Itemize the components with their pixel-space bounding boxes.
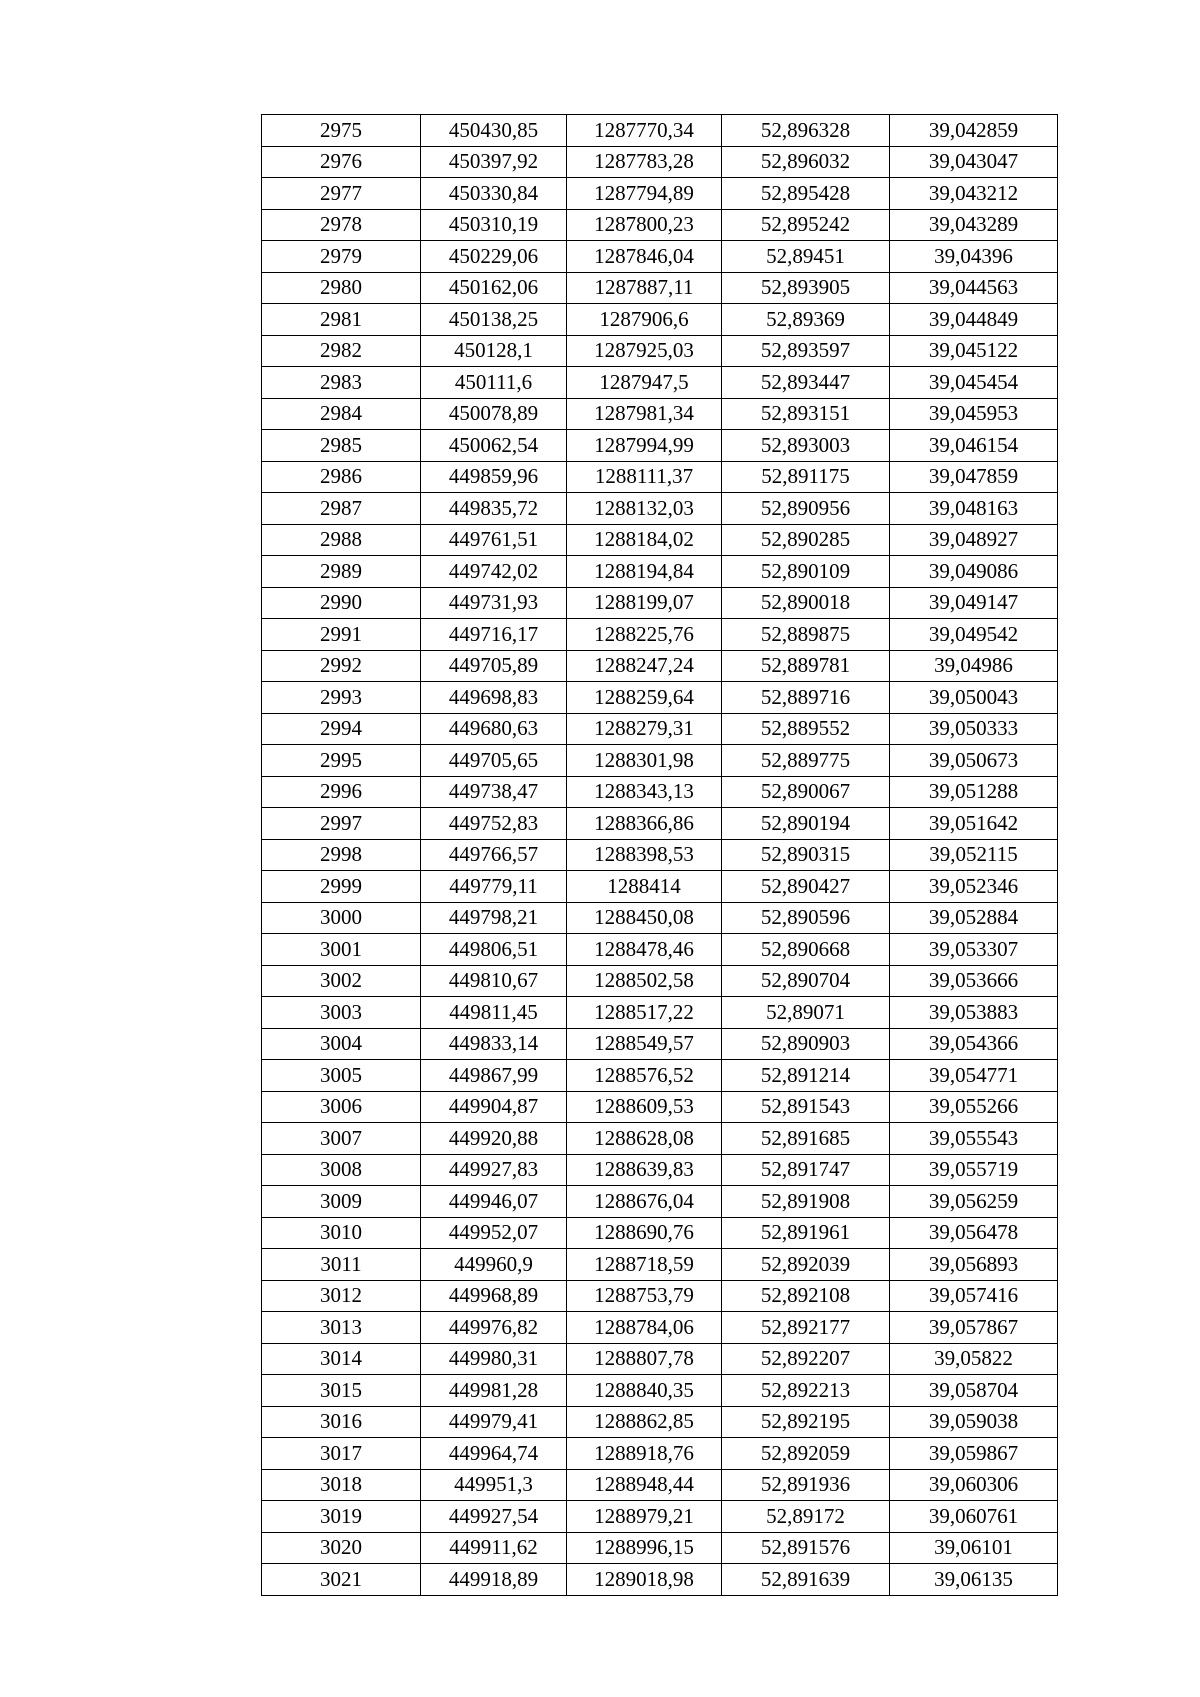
x-coordinate-cell: 449920,88 <box>421 1123 567 1155</box>
point-number-cell: 3020 <box>262 1532 421 1564</box>
latitude-cell: 52,892108 <box>722 1280 890 1312</box>
latitude-cell: 52,891639 <box>722 1564 890 1596</box>
table-row <box>262 713 1058 745</box>
y-coordinate-cell: 1288784,06 <box>567 1312 722 1344</box>
point-number-cell: 3013 <box>262 1312 421 1344</box>
x-coordinate-cell: 450229,06 <box>421 241 567 273</box>
x-coordinate-cell: 449981,28 <box>421 1375 567 1407</box>
table-row <box>262 1217 1058 1249</box>
point-number-cell: 2984 <box>262 398 421 430</box>
y-coordinate-cell: 1287887,11 <box>567 272 722 304</box>
longitude-cell: 39,043212 <box>890 178 1058 210</box>
point-number-cell: 3011 <box>262 1249 421 1281</box>
y-coordinate-cell: 1287846,04 <box>567 241 722 273</box>
point-number-cell: 2980 <box>262 272 421 304</box>
x-coordinate-cell: 450062,54 <box>421 430 567 462</box>
longitude-cell: 39,055543 <box>890 1123 1058 1155</box>
point-number-cell: 3012 <box>262 1280 421 1312</box>
point-number-cell: 3010 <box>262 1217 421 1249</box>
longitude-cell: 39,048927 <box>890 524 1058 556</box>
point-number-cell: 2999 <box>262 871 421 903</box>
point-number-cell: 3007 <box>262 1123 421 1155</box>
latitude-cell: 52,889552 <box>722 713 890 745</box>
x-coordinate-cell: 449927,83 <box>421 1154 567 1186</box>
latitude-cell: 52,891936 <box>722 1469 890 1501</box>
y-coordinate-cell: 1288259,64 <box>567 682 722 714</box>
y-coordinate-cell: 1288676,04 <box>567 1186 722 1218</box>
table-row <box>262 1312 1058 1344</box>
point-number-cell: 3015 <box>262 1375 421 1407</box>
y-coordinate-cell: 1288996,15 <box>567 1532 722 1564</box>
latitude-cell: 52,890427 <box>722 871 890 903</box>
y-coordinate-cell: 1288840,35 <box>567 1375 722 1407</box>
y-coordinate-cell: 1288199,07 <box>567 587 722 619</box>
y-coordinate-cell: 1287925,03 <box>567 335 722 367</box>
point-number-cell: 3021 <box>262 1564 421 1596</box>
latitude-cell: 52,895428 <box>722 178 890 210</box>
y-coordinate-cell: 1288343,13 <box>567 776 722 808</box>
longitude-cell: 39,056893 <box>890 1249 1058 1281</box>
longitude-cell: 39,049542 <box>890 619 1058 651</box>
y-coordinate-cell: 1288549,57 <box>567 1028 722 1060</box>
y-coordinate-cell: 1288366,86 <box>567 808 722 840</box>
table-row <box>262 650 1058 682</box>
table-row <box>262 808 1058 840</box>
longitude-cell: 39,045122 <box>890 335 1058 367</box>
latitude-cell: 52,890067 <box>722 776 890 808</box>
point-number-cell: 2979 <box>262 241 421 273</box>
table-row <box>262 1186 1058 1218</box>
coordinates-table <box>261 114 1058 1596</box>
y-coordinate-cell: 1288948,44 <box>567 1469 722 1501</box>
x-coordinate-cell: 449976,82 <box>421 1312 567 1344</box>
point-number-cell: 2989 <box>262 556 421 588</box>
table-row <box>262 115 1058 147</box>
point-number-cell: 3003 <box>262 997 421 1029</box>
table-row <box>262 493 1058 525</box>
x-coordinate-cell: 449835,72 <box>421 493 567 525</box>
point-number-cell: 2975 <box>262 115 421 147</box>
longitude-cell: 39,045454 <box>890 367 1058 399</box>
point-number-cell: 2978 <box>262 209 421 241</box>
longitude-cell: 39,049086 <box>890 556 1058 588</box>
latitude-cell: 52,890315 <box>722 839 890 871</box>
longitude-cell: 39,060306 <box>890 1469 1058 1501</box>
y-coordinate-cell: 1288690,76 <box>567 1217 722 1249</box>
point-number-cell: 2993 <box>262 682 421 714</box>
point-number-cell: 3018 <box>262 1469 421 1501</box>
x-coordinate-cell: 449798,21 <box>421 902 567 934</box>
x-coordinate-cell: 449811,45 <box>421 997 567 1029</box>
longitude-cell: 39,053666 <box>890 965 1058 997</box>
longitude-cell: 39,052115 <box>890 839 1058 871</box>
table-row <box>262 965 1058 997</box>
table-row <box>262 524 1058 556</box>
table-row <box>262 619 1058 651</box>
longitude-cell: 39,049147 <box>890 587 1058 619</box>
latitude-cell: 52,892213 <box>722 1375 890 1407</box>
longitude-cell: 39,044849 <box>890 304 1058 336</box>
x-coordinate-cell: 449867,99 <box>421 1060 567 1092</box>
latitude-cell: 52,890018 <box>722 587 890 619</box>
x-coordinate-cell: 449752,83 <box>421 808 567 840</box>
y-coordinate-cell: 1288862,85 <box>567 1406 722 1438</box>
table-row <box>262 1154 1058 1186</box>
table-row <box>262 272 1058 304</box>
longitude-cell: 39,050333 <box>890 713 1058 745</box>
longitude-cell: 39,06101 <box>890 1532 1058 1564</box>
longitude-cell: 39,052884 <box>890 902 1058 934</box>
x-coordinate-cell: 449968,89 <box>421 1280 567 1312</box>
table-row <box>262 461 1058 493</box>
x-coordinate-cell: 450310,19 <box>421 209 567 241</box>
latitude-cell: 52,893003 <box>722 430 890 462</box>
longitude-cell: 39,057416 <box>890 1280 1058 1312</box>
point-number-cell: 2983 <box>262 367 421 399</box>
longitude-cell: 39,055719 <box>890 1154 1058 1186</box>
y-coordinate-cell: 1287994,99 <box>567 430 722 462</box>
x-coordinate-cell: 450138,25 <box>421 304 567 336</box>
longitude-cell: 39,060761 <box>890 1501 1058 1533</box>
point-number-cell: 2991 <box>262 619 421 651</box>
point-number-cell: 2981 <box>262 304 421 336</box>
table-row <box>262 1532 1058 1564</box>
point-number-cell: 2990 <box>262 587 421 619</box>
x-coordinate-cell: 449859,96 <box>421 461 567 493</box>
table-row <box>262 745 1058 777</box>
point-number-cell: 3016 <box>262 1406 421 1438</box>
latitude-cell: 52,891747 <box>722 1154 890 1186</box>
point-number-cell: 2997 <box>262 808 421 840</box>
x-coordinate-cell: 449927,54 <box>421 1501 567 1533</box>
x-coordinate-cell: 450330,84 <box>421 178 567 210</box>
latitude-cell: 52,896032 <box>722 146 890 178</box>
point-number-cell: 3014 <box>262 1343 421 1375</box>
latitude-cell: 52,895242 <box>722 209 890 241</box>
y-coordinate-cell: 1288301,98 <box>567 745 722 777</box>
x-coordinate-cell: 449833,14 <box>421 1028 567 1060</box>
point-number-cell: 2995 <box>262 745 421 777</box>
point-number-cell: 2982 <box>262 335 421 367</box>
latitude-cell: 52,893905 <box>722 272 890 304</box>
x-coordinate-cell: 449738,47 <box>421 776 567 808</box>
x-coordinate-cell: 449705,65 <box>421 745 567 777</box>
longitude-cell: 39,055266 <box>890 1091 1058 1123</box>
latitude-cell: 52,889716 <box>722 682 890 714</box>
point-number-cell: 3002 <box>262 965 421 997</box>
y-coordinate-cell: 1288184,02 <box>567 524 722 556</box>
latitude-cell: 52,890109 <box>722 556 890 588</box>
x-coordinate-cell: 449766,57 <box>421 839 567 871</box>
point-number-cell: 3017 <box>262 1438 421 1470</box>
x-coordinate-cell: 449705,89 <box>421 650 567 682</box>
table-row <box>262 1564 1058 1596</box>
latitude-cell: 52,890194 <box>722 808 890 840</box>
x-coordinate-cell: 450128,1 <box>421 335 567 367</box>
longitude-cell: 39,047859 <box>890 461 1058 493</box>
latitude-cell: 52,892195 <box>722 1406 890 1438</box>
table-row <box>262 430 1058 462</box>
table-row <box>262 934 1058 966</box>
point-number-cell: 2986 <box>262 461 421 493</box>
y-coordinate-cell: 1288918,76 <box>567 1438 722 1470</box>
x-coordinate-cell: 449761,51 <box>421 524 567 556</box>
x-coordinate-cell: 449810,67 <box>421 965 567 997</box>
table-row <box>262 1438 1058 1470</box>
y-coordinate-cell: 1288279,31 <box>567 713 722 745</box>
point-number-cell: 2987 <box>262 493 421 525</box>
x-coordinate-cell: 449779,11 <box>421 871 567 903</box>
y-coordinate-cell: 1287794,89 <box>567 178 722 210</box>
y-coordinate-cell: 1288414 <box>567 871 722 903</box>
x-coordinate-cell: 450162,06 <box>421 272 567 304</box>
latitude-cell: 52,893151 <box>722 398 890 430</box>
table-row <box>262 1060 1058 1092</box>
y-coordinate-cell: 1288194,84 <box>567 556 722 588</box>
y-coordinate-cell: 1288225,76 <box>567 619 722 651</box>
longitude-cell: 39,052346 <box>890 871 1058 903</box>
table-row <box>262 304 1058 336</box>
table-row <box>262 209 1058 241</box>
latitude-cell: 52,890903 <box>722 1028 890 1060</box>
table-row <box>262 839 1058 871</box>
table-row <box>262 1249 1058 1281</box>
longitude-cell: 39,053883 <box>890 997 1058 1029</box>
x-coordinate-cell: 449911,62 <box>421 1532 567 1564</box>
longitude-cell: 39,05822 <box>890 1343 1058 1375</box>
y-coordinate-cell: 1288576,52 <box>567 1060 722 1092</box>
longitude-cell: 39,051288 <box>890 776 1058 808</box>
y-coordinate-cell: 1288639,83 <box>567 1154 722 1186</box>
longitude-cell: 39,048163 <box>890 493 1058 525</box>
table-row <box>262 178 1058 210</box>
x-coordinate-cell: 449946,07 <box>421 1186 567 1218</box>
latitude-cell: 52,889875 <box>722 619 890 651</box>
table-row <box>262 398 1058 430</box>
point-number-cell: 2977 <box>262 178 421 210</box>
y-coordinate-cell: 1288478,46 <box>567 934 722 966</box>
latitude-cell: 52,889775 <box>722 745 890 777</box>
longitude-cell: 39,051642 <box>890 808 1058 840</box>
y-coordinate-cell: 1287800,23 <box>567 209 722 241</box>
y-coordinate-cell: 1288502,58 <box>567 965 722 997</box>
point-number-cell: 3004 <box>262 1028 421 1060</box>
longitude-cell: 39,059867 <box>890 1438 1058 1470</box>
point-number-cell: 2994 <box>262 713 421 745</box>
y-coordinate-cell: 1288609,53 <box>567 1091 722 1123</box>
point-number-cell: 3008 <box>262 1154 421 1186</box>
y-coordinate-cell: 1288628,08 <box>567 1123 722 1155</box>
table-row <box>262 682 1058 714</box>
x-coordinate-cell: 449951,3 <box>421 1469 567 1501</box>
y-coordinate-cell: 1288247,24 <box>567 650 722 682</box>
x-coordinate-cell: 450078,89 <box>421 398 567 430</box>
y-coordinate-cell: 1287947,5 <box>567 367 722 399</box>
table-row <box>262 1375 1058 1407</box>
table-row <box>262 1501 1058 1533</box>
coordinates-table-body <box>262 115 1058 1596</box>
y-coordinate-cell: 1288753,79 <box>567 1280 722 1312</box>
table-row <box>262 1123 1058 1155</box>
x-coordinate-cell: 449731,93 <box>421 587 567 619</box>
longitude-cell: 39,054771 <box>890 1060 1058 1092</box>
table-row <box>262 1091 1058 1123</box>
latitude-cell: 52,892207 <box>722 1343 890 1375</box>
latitude-cell: 52,896328 <box>722 115 890 147</box>
latitude-cell: 52,89451 <box>722 241 890 273</box>
latitude-cell: 52,89369 <box>722 304 890 336</box>
x-coordinate-cell: 449742,02 <box>421 556 567 588</box>
longitude-cell: 39,056259 <box>890 1186 1058 1218</box>
point-number-cell: 2985 <box>262 430 421 462</box>
table-row <box>262 587 1058 619</box>
y-coordinate-cell: 1289018,98 <box>567 1564 722 1596</box>
longitude-cell: 39,046154 <box>890 430 1058 462</box>
latitude-cell: 52,890668 <box>722 934 890 966</box>
longitude-cell: 39,04396 <box>890 241 1058 273</box>
point-number-cell: 2988 <box>262 524 421 556</box>
latitude-cell: 52,890285 <box>722 524 890 556</box>
longitude-cell: 39,050673 <box>890 745 1058 777</box>
longitude-cell: 39,045953 <box>890 398 1058 430</box>
x-coordinate-cell: 449964,74 <box>421 1438 567 1470</box>
table-row <box>262 776 1058 808</box>
x-coordinate-cell: 450430,85 <box>421 115 567 147</box>
table-row <box>262 1343 1058 1375</box>
table-row <box>262 556 1058 588</box>
latitude-cell: 52,893597 <box>722 335 890 367</box>
latitude-cell: 52,892039 <box>722 1249 890 1281</box>
longitude-cell: 39,053307 <box>890 934 1058 966</box>
x-coordinate-cell: 449716,17 <box>421 619 567 651</box>
latitude-cell: 52,890596 <box>722 902 890 934</box>
x-coordinate-cell: 450397,92 <box>421 146 567 178</box>
latitude-cell: 52,891961 <box>722 1217 890 1249</box>
x-coordinate-cell: 449680,63 <box>421 713 567 745</box>
longitude-cell: 39,042859 <box>890 115 1058 147</box>
longitude-cell: 39,054366 <box>890 1028 1058 1060</box>
latitude-cell: 52,89071 <box>722 997 890 1029</box>
x-coordinate-cell: 450111,6 <box>421 367 567 399</box>
y-coordinate-cell: 1287783,28 <box>567 146 722 178</box>
longitude-cell: 39,043289 <box>890 209 1058 241</box>
point-number-cell: 3006 <box>262 1091 421 1123</box>
table-row <box>262 902 1058 934</box>
latitude-cell: 52,892177 <box>722 1312 890 1344</box>
point-number-cell: 3000 <box>262 902 421 934</box>
longitude-cell: 39,050043 <box>890 682 1058 714</box>
table-row <box>262 335 1058 367</box>
latitude-cell: 52,890956 <box>722 493 890 525</box>
point-number-cell: 3019 <box>262 1501 421 1533</box>
latitude-cell: 52,891543 <box>722 1091 890 1123</box>
longitude-cell: 39,044563 <box>890 272 1058 304</box>
x-coordinate-cell: 449960,9 <box>421 1249 567 1281</box>
y-coordinate-cell: 1287981,34 <box>567 398 722 430</box>
y-coordinate-cell: 1287906,6 <box>567 304 722 336</box>
table-row <box>262 997 1058 1029</box>
x-coordinate-cell: 449904,87 <box>421 1091 567 1123</box>
table-row <box>262 241 1058 273</box>
longitude-cell: 39,059038 <box>890 1406 1058 1438</box>
point-number-cell: 2996 <box>262 776 421 808</box>
point-number-cell: 2992 <box>262 650 421 682</box>
point-number-cell: 2998 <box>262 839 421 871</box>
table-row <box>262 146 1058 178</box>
table-row <box>262 1406 1058 1438</box>
latitude-cell: 52,892059 <box>722 1438 890 1470</box>
x-coordinate-cell: 449952,07 <box>421 1217 567 1249</box>
y-coordinate-cell: 1288807,78 <box>567 1343 722 1375</box>
latitude-cell: 52,891685 <box>722 1123 890 1155</box>
longitude-cell: 39,06135 <box>890 1564 1058 1596</box>
longitude-cell: 39,043047 <box>890 146 1058 178</box>
longitude-cell: 39,056478 <box>890 1217 1058 1249</box>
latitude-cell: 52,889781 <box>722 650 890 682</box>
latitude-cell: 52,893447 <box>722 367 890 399</box>
table-row <box>262 871 1058 903</box>
latitude-cell: 52,890704 <box>722 965 890 997</box>
y-coordinate-cell: 1288132,03 <box>567 493 722 525</box>
y-coordinate-cell: 1288979,21 <box>567 1501 722 1533</box>
x-coordinate-cell: 449806,51 <box>421 934 567 966</box>
y-coordinate-cell: 1288517,22 <box>567 997 722 1029</box>
x-coordinate-cell: 449918,89 <box>421 1564 567 1596</box>
y-coordinate-cell: 1288398,53 <box>567 839 722 871</box>
longitude-cell: 39,04986 <box>890 650 1058 682</box>
x-coordinate-cell: 449698,83 <box>421 682 567 714</box>
y-coordinate-cell: 1288450,08 <box>567 902 722 934</box>
longitude-cell: 39,058704 <box>890 1375 1058 1407</box>
table-row <box>262 367 1058 399</box>
y-coordinate-cell: 1287770,34 <box>567 115 722 147</box>
x-coordinate-cell: 449980,31 <box>421 1343 567 1375</box>
table-row <box>262 1028 1058 1060</box>
point-number-cell: 3009 <box>262 1186 421 1218</box>
y-coordinate-cell: 1288718,59 <box>567 1249 722 1281</box>
point-number-cell: 3001 <box>262 934 421 966</box>
y-coordinate-cell: 1288111,37 <box>567 461 722 493</box>
latitude-cell: 52,891908 <box>722 1186 890 1218</box>
latitude-cell: 52,89172 <box>722 1501 890 1533</box>
latitude-cell: 52,891214 <box>722 1060 890 1092</box>
x-coordinate-cell: 449979,41 <box>421 1406 567 1438</box>
point-number-cell: 3005 <box>262 1060 421 1092</box>
table-row <box>262 1280 1058 1312</box>
longitude-cell: 39,057867 <box>890 1312 1058 1344</box>
latitude-cell: 52,891576 <box>722 1532 890 1564</box>
latitude-cell: 52,891175 <box>722 461 890 493</box>
table-row <box>262 1469 1058 1501</box>
point-number-cell: 2976 <box>262 146 421 178</box>
